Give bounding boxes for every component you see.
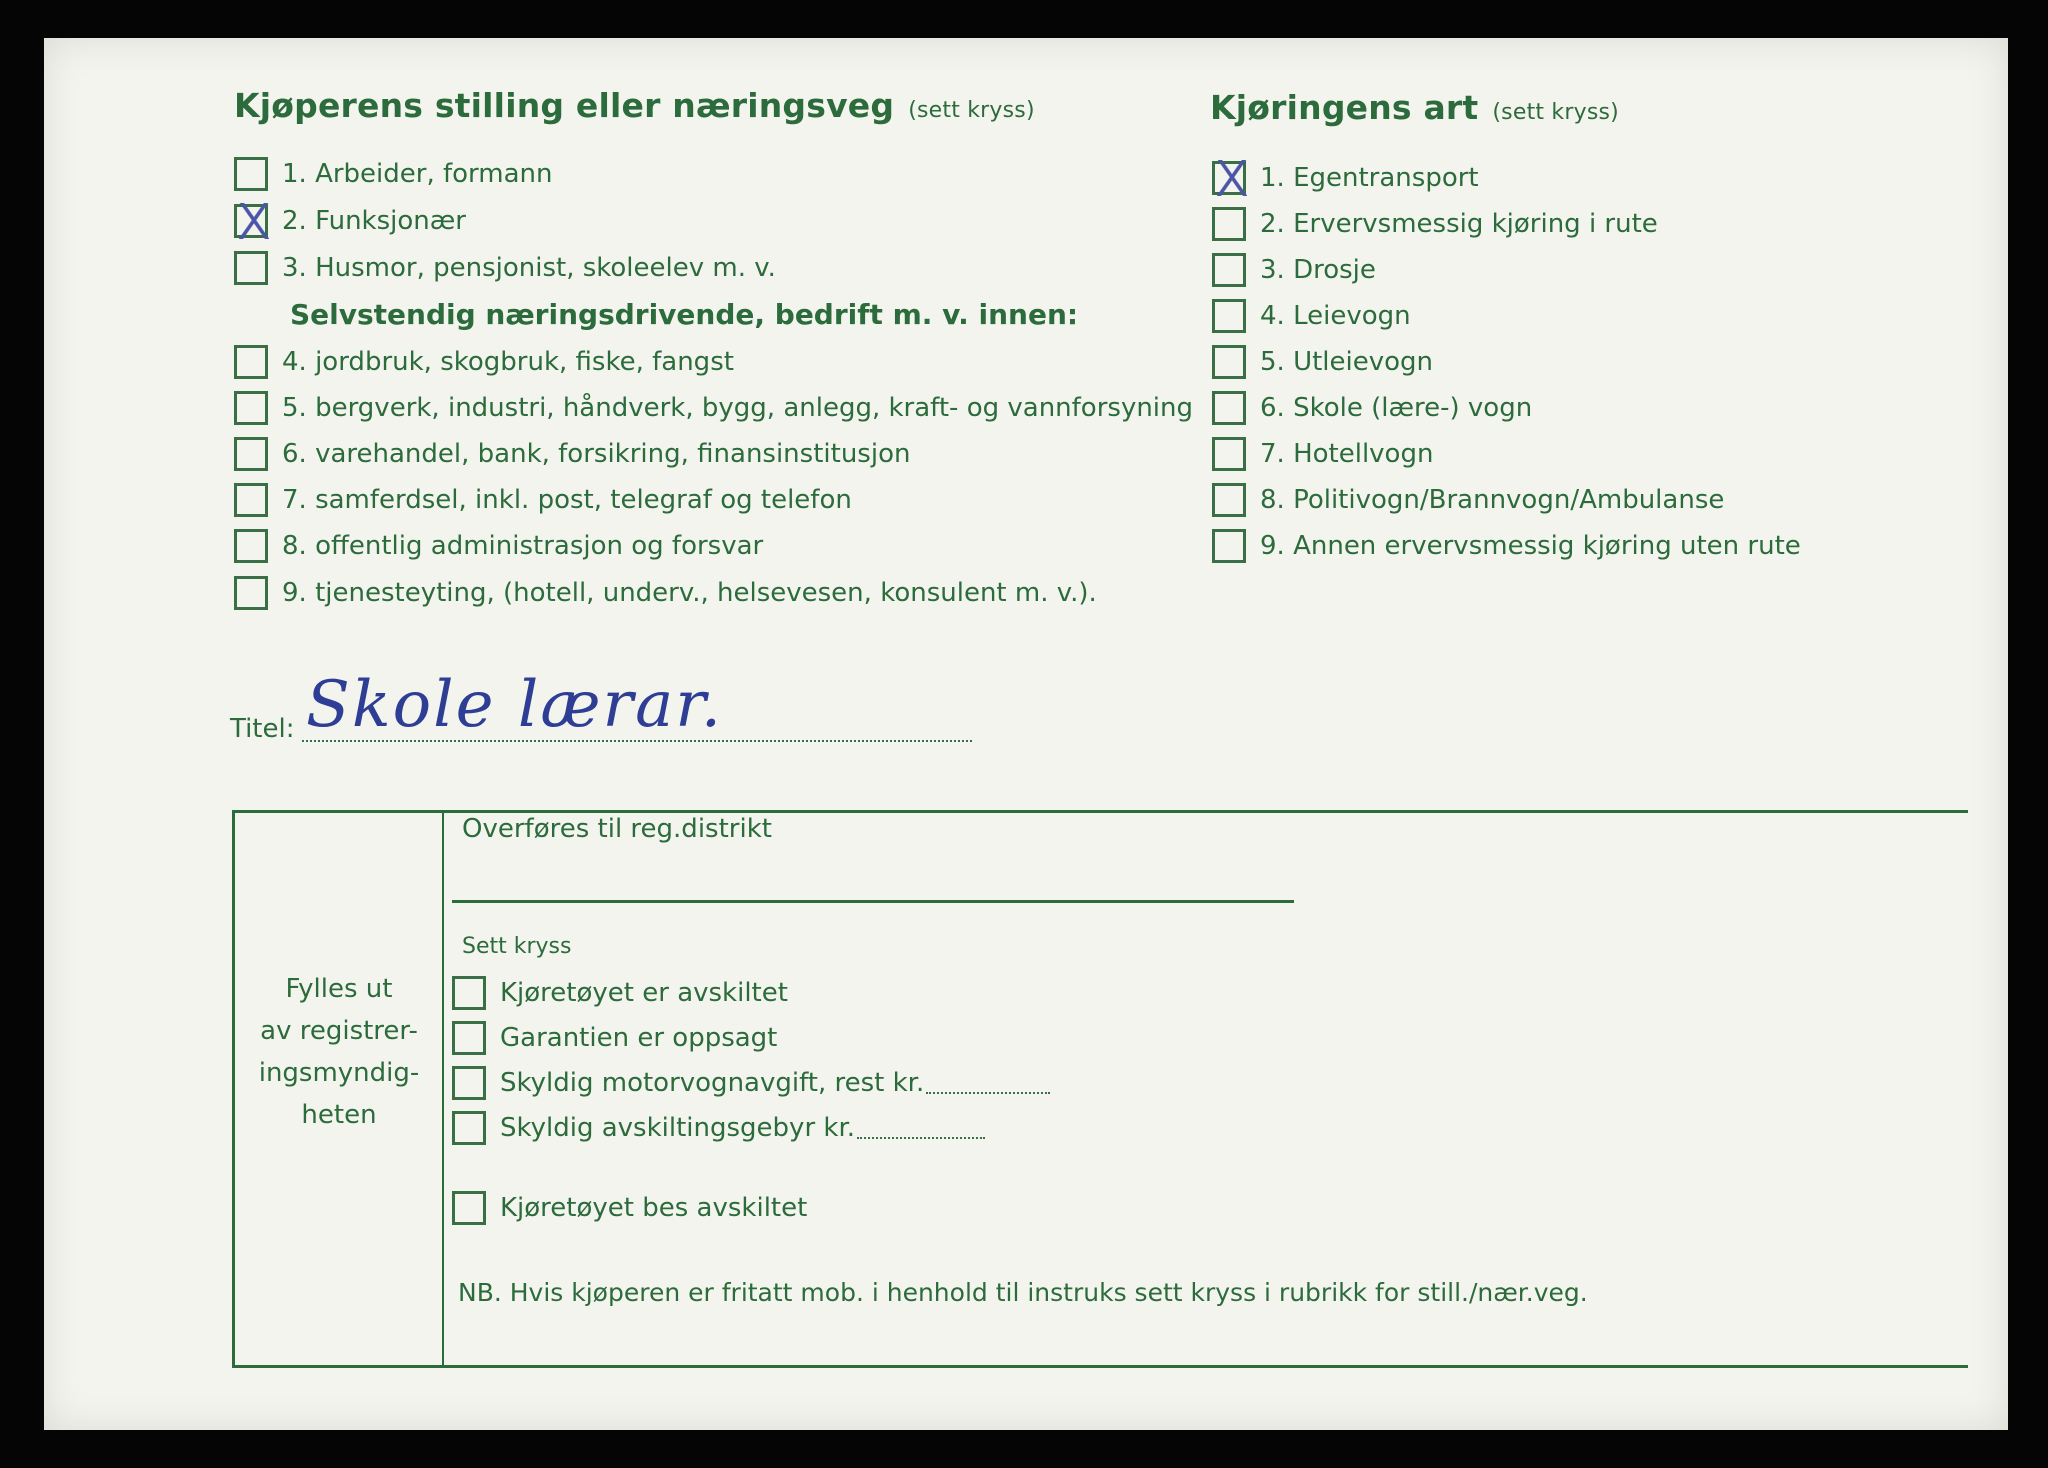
occupation-label-2: 2. Funksjonær bbox=[282, 206, 466, 236]
driving-label-3: 3. Drosje bbox=[1260, 255, 1376, 285]
occupation-label-1: 1. Arbeider, formann bbox=[282, 159, 553, 189]
registry-box-top-border bbox=[232, 810, 1968, 813]
driving-label-9: 9. Annen ervervsmessig kjøring uten rute bbox=[1260, 531, 1801, 561]
occupation-checkbox-5[interactable] bbox=[234, 391, 268, 425]
driving-label-6: 6. Skole (lære-) vogn bbox=[1260, 393, 1533, 423]
buyer-occupation-heading-text: Kjøperens stilling eller næringsveg bbox=[234, 86, 895, 125]
driving-option-1[interactable] bbox=[1212, 158, 1479, 198]
driving-checkbox-7[interactable] bbox=[1212, 437, 1246, 471]
motor-tax-amount-line[interactable] bbox=[926, 1072, 1050, 1094]
self-employed-subheading: Selvstendig næringsdrivende, bedrift m. v. innen: bbox=[290, 298, 1079, 331]
driving-type-heading-text: Kjøringens art bbox=[1210, 88, 1479, 127]
registry-box-divider bbox=[442, 810, 444, 1368]
registry-side-label bbox=[236, 968, 442, 1136]
registry-checkbox-5[interactable] bbox=[452, 1191, 486, 1225]
occupation-label-9: 9. tjenesteyting, (hotell, underv., helsevesen, konsulent m. v.). bbox=[282, 578, 1097, 608]
driving-option-7[interactable] bbox=[1212, 434, 1433, 474]
buyer-occupation-heading bbox=[234, 86, 1035, 125]
driving-option-2[interactable] bbox=[1212, 204, 1658, 244]
driving-option-6[interactable] bbox=[1212, 388, 1532, 428]
driving-type-heading-hint: (sett kryss) bbox=[1492, 100, 1619, 125]
registry-checkbox-2[interactable] bbox=[452, 1021, 486, 1055]
driving-option-9[interactable] bbox=[1212, 526, 1801, 566]
occupation-option-1[interactable] bbox=[234, 154, 553, 194]
occupation-option-3[interactable] bbox=[234, 248, 776, 288]
occupation-label-6: 6. varehandel, bank, forsikring, finansinstitusjon bbox=[282, 439, 911, 469]
driving-checkbox-1[interactable] bbox=[1212, 161, 1246, 195]
driving-checkbox-6[interactable] bbox=[1212, 391, 1246, 425]
registry-label-4: Skyldig avskiltingsgebyr kr. bbox=[500, 1113, 856, 1143]
registry-box-bottom-border bbox=[232, 1365, 1968, 1368]
driving-type-heading bbox=[1210, 88, 1619, 127]
registry-label-2: Garantien er oppsagt bbox=[500, 1023, 778, 1053]
form-sheet bbox=[44, 38, 2008, 1430]
registry-side-label-line-2: av registrer- bbox=[260, 1016, 418, 1046]
driving-label-8: 8. Politivogn/Brannvogn/Ambulanse bbox=[1260, 485, 1725, 515]
registry-checkbox-3[interactable] bbox=[452, 1066, 486, 1100]
driving-checkbox-5[interactable] bbox=[1212, 345, 1246, 379]
registry-option-2[interactable] bbox=[452, 1018, 777, 1058]
occupation-option-5[interactable] bbox=[234, 388, 1193, 428]
registry-checkbox-4[interactable] bbox=[452, 1111, 486, 1145]
registry-hint: Sett kryss bbox=[462, 934, 572, 959]
occupation-option-6[interactable] bbox=[234, 434, 910, 474]
registry-checkbox-1[interactable] bbox=[452, 976, 486, 1010]
title-handwritten-value[interactable]: Skole lærar. bbox=[306, 668, 724, 742]
plate-fee-amount-line[interactable] bbox=[857, 1117, 985, 1139]
occupation-checkbox-2[interactable] bbox=[234, 204, 268, 238]
transfer-district-label: Overføres til reg.distrikt bbox=[462, 814, 772, 844]
registry-option-3[interactable] bbox=[452, 1063, 1050, 1103]
title-label: Titel: bbox=[230, 714, 295, 744]
registry-label-5: Kjøretøyet bes avskiltet bbox=[500, 1193, 808, 1223]
driving-label-7: 7. Hotellvogn bbox=[1260, 439, 1434, 469]
occupation-label-3: 3. Husmor, pensjonist, skoleelev m. v. bbox=[282, 253, 776, 283]
registry-box-left-border bbox=[232, 810, 235, 1368]
registry-label-1: Kjøretøyet er avskiltet bbox=[500, 978, 788, 1008]
occupation-checkbox-6[interactable] bbox=[234, 437, 268, 471]
driving-option-4[interactable] bbox=[1212, 296, 1411, 336]
occupation-option-4[interactable] bbox=[234, 342, 734, 382]
driving-label-5: 5. Utleievogn bbox=[1260, 347, 1434, 377]
occupation-checkbox-1[interactable] bbox=[234, 157, 268, 191]
registry-option-1[interactable] bbox=[452, 973, 788, 1013]
occupation-option-9[interactable] bbox=[234, 573, 1097, 613]
occupation-checkbox-7[interactable] bbox=[234, 483, 268, 517]
driving-option-3[interactable] bbox=[1212, 250, 1376, 290]
occupation-checkbox-8[interactable] bbox=[234, 529, 268, 563]
driving-checkbox-3[interactable] bbox=[1212, 253, 1246, 287]
occupation-option-7[interactable] bbox=[234, 480, 852, 520]
driving-option-8[interactable] bbox=[1212, 480, 1724, 520]
driving-checkbox-4[interactable] bbox=[1212, 299, 1246, 333]
driving-label-2: 2. Ervervsmessig kjøring i rute bbox=[1260, 209, 1658, 239]
driving-label-1: 1. Egentransport bbox=[1260, 163, 1479, 193]
occupation-label-8: 8. offentlig administrasjon og forsvar bbox=[282, 531, 764, 561]
buyer-occupation-heading-hint: (sett kryss) bbox=[908, 98, 1035, 123]
exemption-note: NB. Hvis kjøperen er fritatt mob. i henhold til instruks sett kryss i rubrikk for still./nær.veg. bbox=[458, 1278, 1588, 1307]
registry-label-3: Skyldig motorvognavgift, rest kr. bbox=[500, 1068, 925, 1098]
registry-option-5[interactable] bbox=[452, 1188, 807, 1228]
occupation-label-7: 7. samferdsel, inkl. post, telegraf og telefon bbox=[282, 485, 852, 515]
occupation-checkbox-9[interactable] bbox=[234, 576, 268, 610]
registry-side-label-line-4: heten bbox=[301, 1100, 377, 1130]
occupation-option-2[interactable] bbox=[234, 201, 466, 241]
driving-label-4: 4. Leievogn bbox=[1260, 301, 1411, 331]
driving-checkbox-9[interactable] bbox=[1212, 529, 1246, 563]
occupation-label-4: 4. jordbruk, skogbruk, fiske, fangst bbox=[282, 347, 734, 377]
occupation-label-5: 5. bergverk, industri, håndverk, bygg, anlegg, kraft- og vannforsyning bbox=[282, 393, 1194, 423]
driving-checkbox-8[interactable] bbox=[1212, 483, 1246, 517]
driving-option-5[interactable] bbox=[1212, 342, 1433, 382]
registry-side-label-line-3: ingsmyndig- bbox=[258, 1058, 420, 1088]
occupation-option-8[interactable] bbox=[234, 526, 763, 566]
registry-side-label-line-1: Fylles ut bbox=[285, 974, 393, 1004]
occupation-checkbox-4[interactable] bbox=[234, 345, 268, 379]
registry-option-4[interactable] bbox=[452, 1108, 985, 1148]
driving-checkbox-2[interactable] bbox=[1212, 207, 1246, 241]
transfer-district-line[interactable] bbox=[452, 900, 1294, 903]
occupation-checkbox-3[interactable] bbox=[234, 251, 268, 285]
